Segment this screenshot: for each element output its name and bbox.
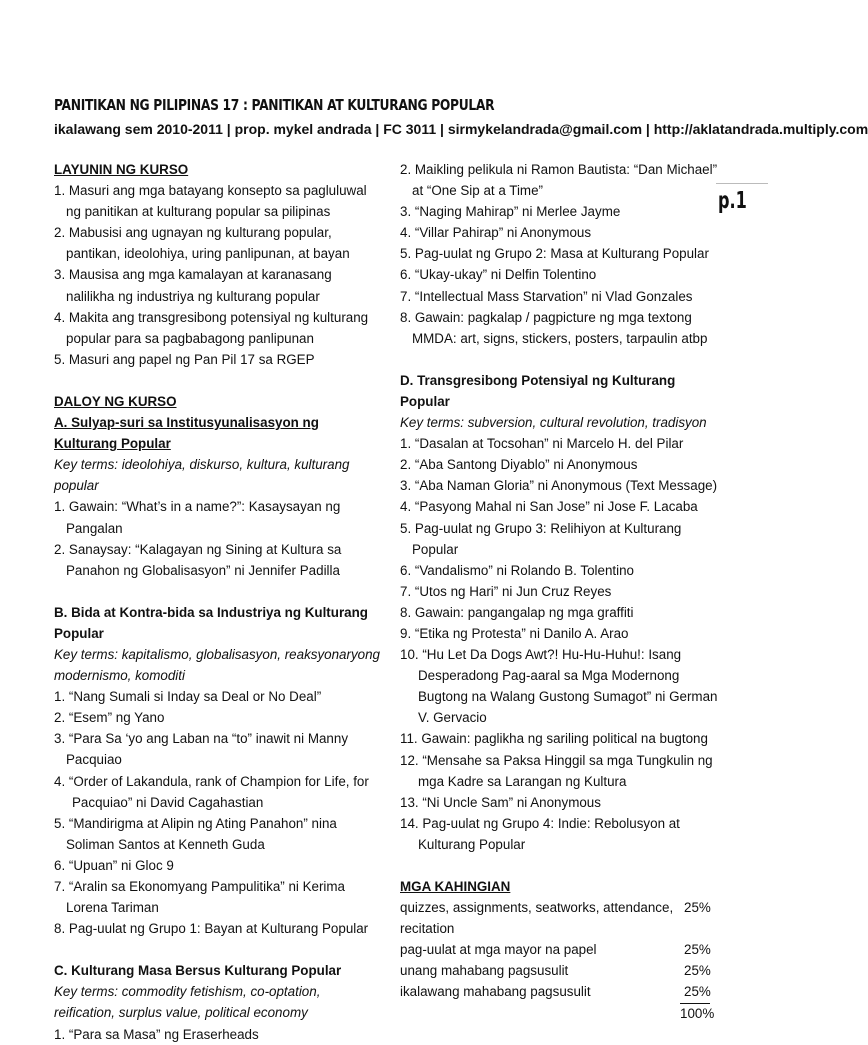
section-d-title: D. Transgresibong Potensiyal ng Kulturang Popular	[400, 372, 676, 409]
section-c-title: C. Kulturang Masa Bersus Kulturang Popular	[54, 963, 342, 979]
list-item: 10. “Hu Let Da Dogs Awt?! Hu-Hu-Huhu!: Isang Desperadong Pag-aaral sa Mga Modernong Bugtong na Walang Gustong Sumagot” ni German V. Gervacio	[400, 647, 718, 726]
list-item: 8. Gawain: pagkalap / pagpicture ng mga textong MMDA: art, signs, stickers, posters, tarpaulin atbp	[400, 309, 708, 346]
list-item: 7. “Aralin sa Ekonomyang Pampulitika” ni Kerima Lorena Tariman	[54, 879, 345, 916]
grade-label: unang mahabang pagsusulit	[400, 963, 569, 979]
list-item: 8. Gawain: pangangalap ng mga graffiti	[400, 604, 634, 620]
course-title: PANITIKAN NG PILIPINAS 17 : PANITIKAN AT KULTURANG POPULAR	[54, 96, 495, 114]
page-marker-line	[716, 183, 768, 184]
list-item: 3. “Naging Mahirap” ni Merlee Jayme	[400, 204, 621, 220]
grade-row	[400, 960, 710, 981]
list-item: 5. Pag-uulat ng Grupo 3: Relihiyon at Kulturang Popular	[400, 520, 682, 557]
grade-row	[400, 939, 710, 960]
list-item: 2. Maikling pelikula ni Ramon Bautista: “Dan Michael” at “One Sip at a Time”	[400, 162, 718, 199]
list-item: 1. “Dasalan at Tocsohan” ni Marcelo H. del Pilar	[400, 436, 684, 452]
list-item: 3. Mausisa ang mga kamalayan at karanasang nalilikha ng industriya ng kulturang popular	[54, 267, 332, 304]
grade-label: pag-uulat at mga mayor na papel	[400, 942, 597, 958]
list-item: 11. Gawain: paglikha ng sariling political na bugtong	[400, 731, 708, 747]
list-item: 6. “Ukay-ukay” ni Delfin Tolentino	[400, 267, 597, 283]
grade-total-row	[400, 1003, 715, 1023]
list-item: 2. “Esem” ng Yano	[54, 710, 165, 726]
list-item: 8. Pag-uulat ng Grupo 1: Bayan at Kulturang Popular	[54, 921, 369, 937]
list-item: 7. “Utos ng Hari” ni Jun Cruz Reyes	[400, 583, 612, 599]
section-b-list	[54, 686, 380, 939]
list-item: 5. Masuri ang papel ng Pan Pil 17 sa RGEP	[54, 351, 315, 367]
list-item: 14. Pag-uulat ng Grupo 4: Indie: Rebolusyon at Kulturang Popular	[400, 815, 680, 852]
list-item: 3. “Aba Naman Gloria” ni Anonymous (Text Message)	[400, 478, 718, 494]
list-item: 1. “Para sa Masa” ng Eraserheads	[54, 1026, 259, 1042]
daloy-heading: DALOY NG KURSO	[54, 393, 177, 409]
grade-row	[400, 897, 710, 939]
list-item: 13. “Ni Uncle Sam” ni Anonymous	[400, 794, 601, 810]
list-item: 12. “Mensahe sa Paksa Hinggil sa mga Tungkulin ng mga Kadre sa Larangan ng Kultura	[400, 752, 713, 789]
list-item: 4. Makita ang transgresibong potensiyal ng kulturang popular para sa pagbabagong panlipunan	[54, 309, 369, 346]
course-info-line: ikalawang sem 2010-2011 | prop. mykel andrada | FC 3011 | sirmykelandrada@gmail.com | http://aklatandrada.multiply.com	[54, 121, 868, 137]
section-c-key-terms: Key terms: commodity fetishism, co-optation, reification, surplus value, political economy	[54, 984, 321, 1021]
grade-percent: 25%	[684, 963, 711, 979]
list-item: 2. Sanaysay: “Kalagayan ng Sining at Kultura sa Panahon ng Globalisasyon” ni Jennifer Padilla	[54, 541, 342, 578]
kahingian-heading: MGA KAHINGIAN	[400, 879, 511, 894]
grade-percent: 25%	[684, 900, 711, 916]
section-b-key-terms: Key terms: kapitalismo, globalisasyon, reaksyonaryong modernismo, komoditi	[54, 646, 380, 684]
section-b-title: B. Bida at Kontra-bida sa Industriya ng Kulturang Popular	[54, 604, 368, 641]
grade-percent: 25%	[684, 984, 711, 1000]
list-item: 4. “Order of Lakandula, rank of Champion for Life, for Pacquiao” ni David Cagahastian	[54, 773, 369, 810]
section-c-list-continued	[400, 159, 722, 349]
section-a-key-terms: Key terms: ideolohiya, diskurso, kultura, kulturang popular	[54, 457, 350, 494]
list-item: 9. “Etika ng Protesta” ni Danilo A. Arao	[400, 625, 629, 641]
list-item: 1. Masuri ang mga batayang konsepto sa pagluluwal ng panitikan at kulturang popular sa pilipinas	[54, 183, 367, 220]
section-a-list	[54, 496, 380, 580]
layunin-heading: LAYUNIN NG KURSO	[54, 162, 189, 177]
list-item: 4. “Villar Pahirap” ni Anonymous	[400, 225, 592, 241]
grade-percent: 25%	[684, 942, 711, 958]
grade-total: 100%	[680, 1003, 710, 1023]
list-item: 5. “Mandirigma at Alipin ng Ating Panahon” nina Soliman Santos at Kenneth Guda	[54, 815, 337, 852]
list-item: 1. “Nang Sumali si Inday sa Deal or No Deal”	[54, 689, 322, 705]
grading-table	[400, 897, 715, 1022]
list-item: 3. “Para Sa ‘yo ang Laban na “to” inawit ni Manny Pacquiao	[54, 731, 349, 768]
grade-label: ikalawang mahabang pagsusulit	[400, 984, 591, 1000]
list-item: 7. “Intellectual Mass Starvation” ni Vlad Gonzales	[400, 288, 693, 304]
section-d-key-terms: Key terms: subversion, cultural revolution, tradisyon	[400, 415, 707, 431]
section-d-list	[400, 433, 722, 855]
list-item: 4. “Pasyong Mahal ni San Jose” ni Jose F. Lacaba	[400, 499, 698, 515]
list-item: 2. “Aba Santong Diyablo” ni Anonymous	[400, 457, 638, 473]
list-item: 6. “Upuan” ni Gloc 9	[54, 857, 174, 873]
layunin-list	[54, 180, 380, 370]
section-a-title: A. Sulyap-suri sa Institusyunalisasyon ng Kulturang Popular	[54, 415, 319, 452]
list-item: 2. Mabusisi ang ugnayan ng kulturang popular, pantikan, ideolohiya, uring panlipunan, at bayan	[54, 225, 350, 262]
grade-row	[400, 981, 710, 1002]
section-c-list-start	[54, 1024, 380, 1045]
page-number: p.1	[718, 188, 747, 214]
list-item: 5. Pag-uulat ng Grupo 2: Masa at Kulturang Popular	[400, 246, 709, 262]
list-item: 6. “Vandalismo” ni Rolando B. Tolentino	[400, 562, 634, 578]
right-column	[400, 159, 722, 1023]
left-column	[54, 159, 380, 1045]
list-item: 1. Gawain: “What’s in a name?”: Kasaysayan ng Pangalan	[54, 499, 341, 536]
grade-label: quizzes, assignments, seatworks, attendance, recitation	[400, 900, 674, 937]
